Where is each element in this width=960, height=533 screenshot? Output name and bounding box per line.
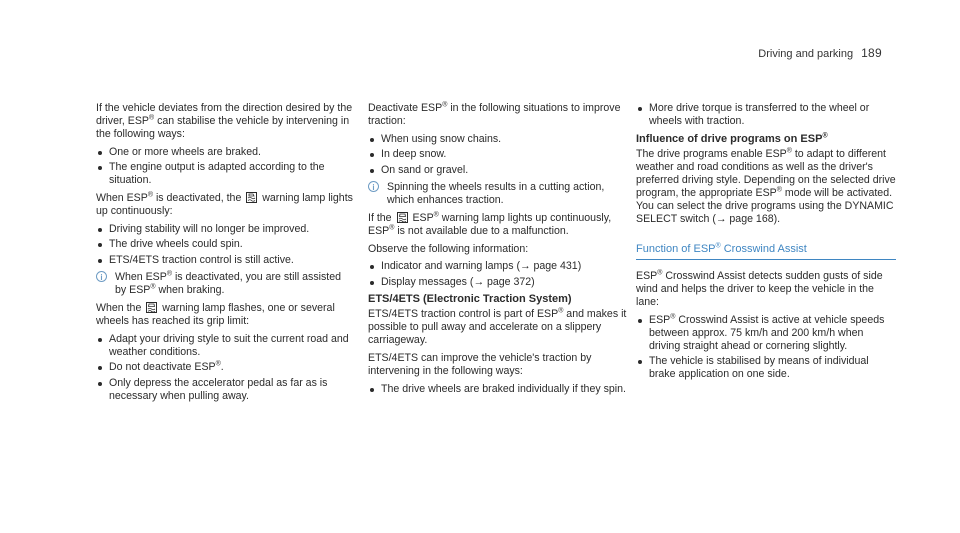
info-icon: i <box>368 181 379 192</box>
page-link[interactable]: page 372) <box>484 275 535 288</box>
column-1 <box>96 102 354 407</box>
list-item: Do not deactivate ESP®. <box>96 361 354 374</box>
page-link[interactable]: page 431) <box>530 260 582 273</box>
crosswind-paragraph: ESP® Crosswind Assist detects sudden gusts of side wind and helps the driver to keep the vehicle in the lane: <box>636 269 883 309</box>
list-item: Driving stability will no longer be improved. <box>96 223 354 236</box>
esp-warning-icon <box>397 212 408 223</box>
list-item: Indicator and warning lamps (→ page 431) <box>368 260 630 273</box>
ets-heading: ETS/4ETS (Electronic Traction System) <box>368 293 572 306</box>
grip-limit-list <box>96 333 354 403</box>
list-item: On sand or gravel. <box>368 164 630 177</box>
list-item: ETS/4ETS traction control is still active. <box>96 254 354 267</box>
list-item: Adapt your driving style to suit the current road and weather conditions. <box>96 333 354 359</box>
flashing-paragraph: When the warning lamp flashes, one or several wheels has reached its grip limit: <box>96 301 335 327</box>
list-item: More drive torque is transferred to the wheel or wheels with traction. <box>636 102 896 128</box>
list-item: Only depress the accelerator pedal as far as is necessary when pulling away. <box>96 377 354 403</box>
deactivate-paragraph: Deactivate ESP® in the following situations to improve traction: <box>368 101 621 128</box>
list-item: The drive wheels are braked individually if they spin. <box>368 383 630 396</box>
section-title: Function of ESP® Crosswind Assist <box>636 243 896 260</box>
arrow-right-icon: → <box>473 275 485 288</box>
page-header <box>758 46 882 60</box>
ets-paragraph: ETS/4ETS traction control is part of ESP® and makes it possible to pull away and accelerate on a slippery carriageway. <box>368 307 627 347</box>
deactivate-situations-list <box>368 133 630 177</box>
note: i Spinning the wheels results in a cutting action, which enhances traction. <box>368 181 630 207</box>
arrow-right-icon: → <box>519 260 531 273</box>
list-item: One or more wheels are braked. <box>96 146 354 159</box>
header-section-title: Driving and parking <box>758 48 854 60</box>
ets-list <box>368 383 630 396</box>
deactivated-paragraph: When ESP® is deactivated, the warning lamp lights up continuously: <box>96 191 353 218</box>
page-number: 189 <box>861 46 882 60</box>
list-item: ESP® Crosswind Assist is active at vehicle speeds between approx. 75 km/h and 200 km/h when driving straight ahead or cornering slightly. <box>636 314 896 353</box>
intervention-list <box>96 146 354 188</box>
malfunction-paragraph: If the ESP® warning lamp lights up continuously, ESP® is not available due to a malfunction. <box>368 211 612 238</box>
list-item: When using snow chains. <box>368 133 630 146</box>
esp-warning-icon <box>146 302 157 313</box>
arrow-right-icon: → <box>715 213 727 226</box>
list-item: The drive wheels could spin. <box>96 238 354 251</box>
intro-paragraph: If the vehicle deviates from the direction desired by the driver, ESP® can stabilise the vehicle by intervening in the following ways: <box>96 102 353 141</box>
page-link[interactable]: page 168). <box>726 213 781 226</box>
crosswind-list <box>636 314 896 382</box>
info-icon: i <box>96 271 107 282</box>
observe-paragraph: Observe the following information: <box>368 242 529 255</box>
list-item: The engine output is adapted according to the situation. <box>96 161 354 187</box>
drive-programs-paragraph: The drive programs enable ESP® to adapt to different weather and road conditions as well as the driver's preferred driving style. Depending on the selected drive program, the appropriate ESP® mode will be activated. You can select the drive programs using the DYNAMIC SELECT switch (→ page 168). <box>636 147 896 226</box>
list-item: The vehicle is stabilised by means of individual brake application on one side. <box>636 355 896 381</box>
column-3 <box>636 102 896 386</box>
reference-list <box>368 260 630 289</box>
influence-heading: Influence of drive programs on ESP® <box>636 132 828 145</box>
column-2 <box>368 102 630 400</box>
esp-off-warning-icon <box>246 192 257 203</box>
list-item: Display messages (→ page 372) <box>368 276 630 289</box>
note: i When ESP® is deactivated, you are still assisted by ESP® when braking. <box>96 271 354 297</box>
deactivated-effects-list <box>96 223 354 267</box>
ets-list-continued <box>636 102 896 128</box>
ets-improve-paragraph: ETS/4ETS can improve the vehicle's traction by intervening in the following ways: <box>368 352 592 378</box>
list-item: In deep snow. <box>368 148 630 161</box>
